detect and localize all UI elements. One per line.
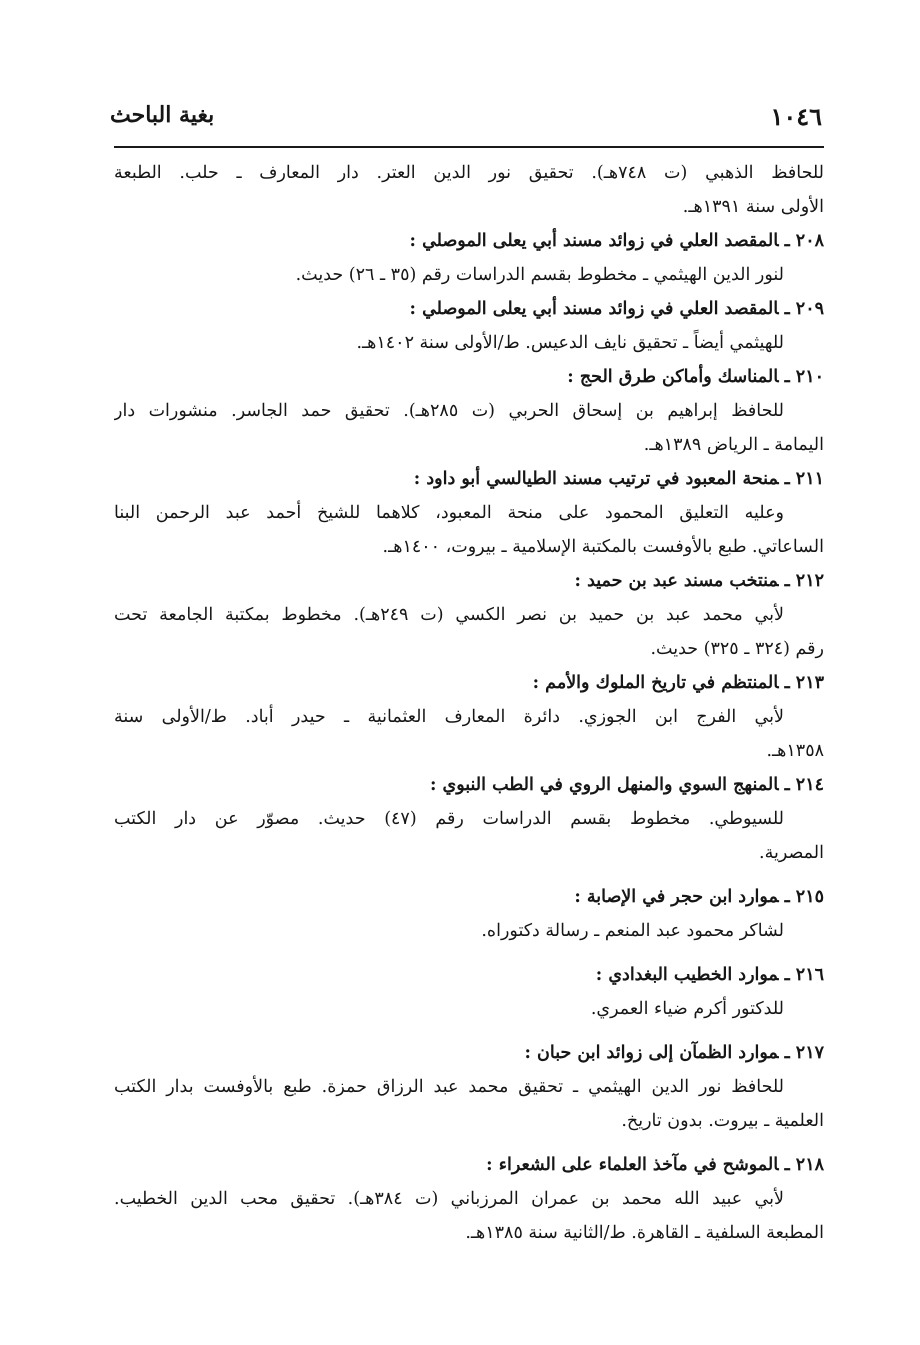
entry-213-line-2: ١٣٥٨هـ.	[766, 741, 824, 761]
entry-title: الموشح في مآخذ العلماء على الشعراء :	[486, 1155, 779, 1175]
entry-209-heading	[114, 292, 824, 326]
intro-line-2: الأولى سنة ١٣٩١هـ.	[682, 197, 824, 217]
entry-number: ٢١١ ـ	[784, 469, 824, 489]
entry-title: المقصد العلي في زوائد مسند أبي يعلى الموصلي :	[409, 299, 779, 319]
entry-212-heading	[114, 564, 824, 598]
entry-215-line-1: لشاكر محمود عبد المنعم ـ رسالة دكتوراه.	[481, 921, 784, 941]
entry-218-line-1: لأبي عبيد الله محمد بن عمران المرزباني (ت ٣٨٤هـ). تحقيق محب الدين الخطيب.	[114, 1189, 784, 1209]
entry-211-line-1: وعليه التعليق المحمود على منحة المعبود، كلاهما للشيخ أحمد عبد الرحمن البنا	[114, 503, 784, 523]
header-rule	[114, 146, 824, 148]
entry-214-heading	[114, 768, 824, 802]
entry-210-line-2: اليمامة ـ الرياض ١٣٨٩هـ.	[643, 435, 824, 455]
entry-number: ٢١٨ ـ	[784, 1155, 824, 1175]
entry-title: موارد الخطيب البغدادي :	[595, 965, 779, 985]
entry-title: المقصد العلي في زوائد مسند أبي يعلى الموصلي :	[409, 231, 779, 251]
entry-number: ٢١٧ ـ	[784, 1043, 824, 1063]
entry-211-heading	[114, 462, 824, 496]
entry-217-line-1: للحافظ نور الدين الهيثمي ـ تحقيق محمد عبد الرزاق حمزة. طبع بالأوفست بدار الكتب	[114, 1077, 784, 1097]
entry-215-heading	[114, 880, 824, 914]
entry-217-line-2: العلمية ـ بيروت. بدون تاريخ.	[621, 1111, 824, 1131]
entry-212-line-1: لأبي محمد عبد بن حميد بن نصر الكسي (ت ٢٤٩هـ). مخطوط بمكتبة الجامعة تحت	[114, 605, 784, 625]
page-header	[110, 98, 822, 138]
entry-216-line-1: للدكتور أكرم ضياء العمري.	[590, 999, 784, 1019]
entry-209-line-1: للهيثمي أيضاً ـ تحقيق نايف الدعيس. ط/الأولى سنة ١٤٠٢هـ.	[356, 333, 784, 353]
entry-number: ٢١٥ ـ	[784, 887, 824, 907]
spacer	[114, 1138, 824, 1148]
entry-number: ٢١٤ ـ	[784, 775, 824, 795]
entry-number: ٢١٦ ـ	[784, 965, 824, 985]
entry-214-line-2: المصرية.	[759, 843, 824, 863]
entry-number: ٢٠٩ ـ	[784, 299, 824, 319]
entry-number: ٢١٢ ـ	[784, 571, 824, 591]
entry-title: المنتظم في تاريخ الملوك والأمم :	[532, 673, 779, 693]
entry-210-line-1: للحافظ إبراهيم بن إسحاق الحربي (ت ٢٨٥هـ). تحقيق حمد الجاسر. منشورات دار	[114, 401, 784, 421]
entry-213-heading	[114, 666, 824, 700]
spacer	[114, 1026, 824, 1036]
spacer	[114, 870, 824, 880]
entry-title: موارد ابن حجر في الإصابة :	[574, 887, 779, 907]
intro-line-1: للحافظ الذهبي (ت ٧٤٨هـ). تحقيق نور الدين العتر. دار المعارف ـ حلب. الطبعة	[114, 163, 824, 183]
entry-216-heading	[114, 958, 824, 992]
entry-title: منحة المعبود في ترتيب مسند الطيالسي أبو داود :	[413, 469, 779, 489]
entry-title: المناسك وأماكن طرق الحج :	[567, 367, 779, 387]
entry-210-heading	[114, 360, 824, 394]
entry-208-line-1: لنور الدين الهيثمي ـ مخطوط بقسم الدراسات رقم (٣٥ ـ ٢٦) حديث.	[295, 265, 784, 285]
entry-214-line-1: للسيوطي. مخطوط بقسم الدراسات رقم (٤٧) حديث. مصوّر عن دار الكتب	[114, 809, 785, 829]
entry-212-line-2: رقم (٣٢٤ ـ ٣٢٥) حديث.	[650, 639, 824, 659]
entry-218-line-2: المطبعة السلفية ـ القاهرة. ط/الثانية سنة ١٣٨٥هـ.	[465, 1223, 824, 1243]
entry-title: موارد الظمآن إلى زوائد ابن حبان :	[524, 1043, 779, 1063]
entry-number: ٢١٣ ـ	[784, 673, 824, 693]
entry-title: منتخب مسند عبد بن حميد :	[574, 571, 779, 591]
entry-number: ٢١٠ ـ	[784, 367, 824, 387]
spacer	[114, 948, 824, 958]
entry-213-line-1: لأبي الفرج ابن الجوزي. دائرة المعارف العثمانية ـ حيدر أباد. ط/الأولى سنة	[114, 707, 784, 727]
entry-211-line-2: الساعاتي. طبع بالأوفست بالمكتبة الإسلامية ـ بيروت، ١٤٠٠هـ.	[382, 537, 824, 557]
entry-218-heading	[114, 1148, 824, 1182]
page-number: ١٠٤٦	[770, 102, 822, 131]
entry-208-heading	[114, 224, 824, 258]
entry-217-heading	[114, 1036, 824, 1070]
running-title: بغية الباحث	[110, 102, 215, 128]
page-content	[114, 156, 824, 1250]
entry-number: ٢٠٨ ـ	[784, 231, 824, 251]
entry-title: المنهج السوي والمنهل الروي في الطب النبوي :	[429, 775, 779, 795]
